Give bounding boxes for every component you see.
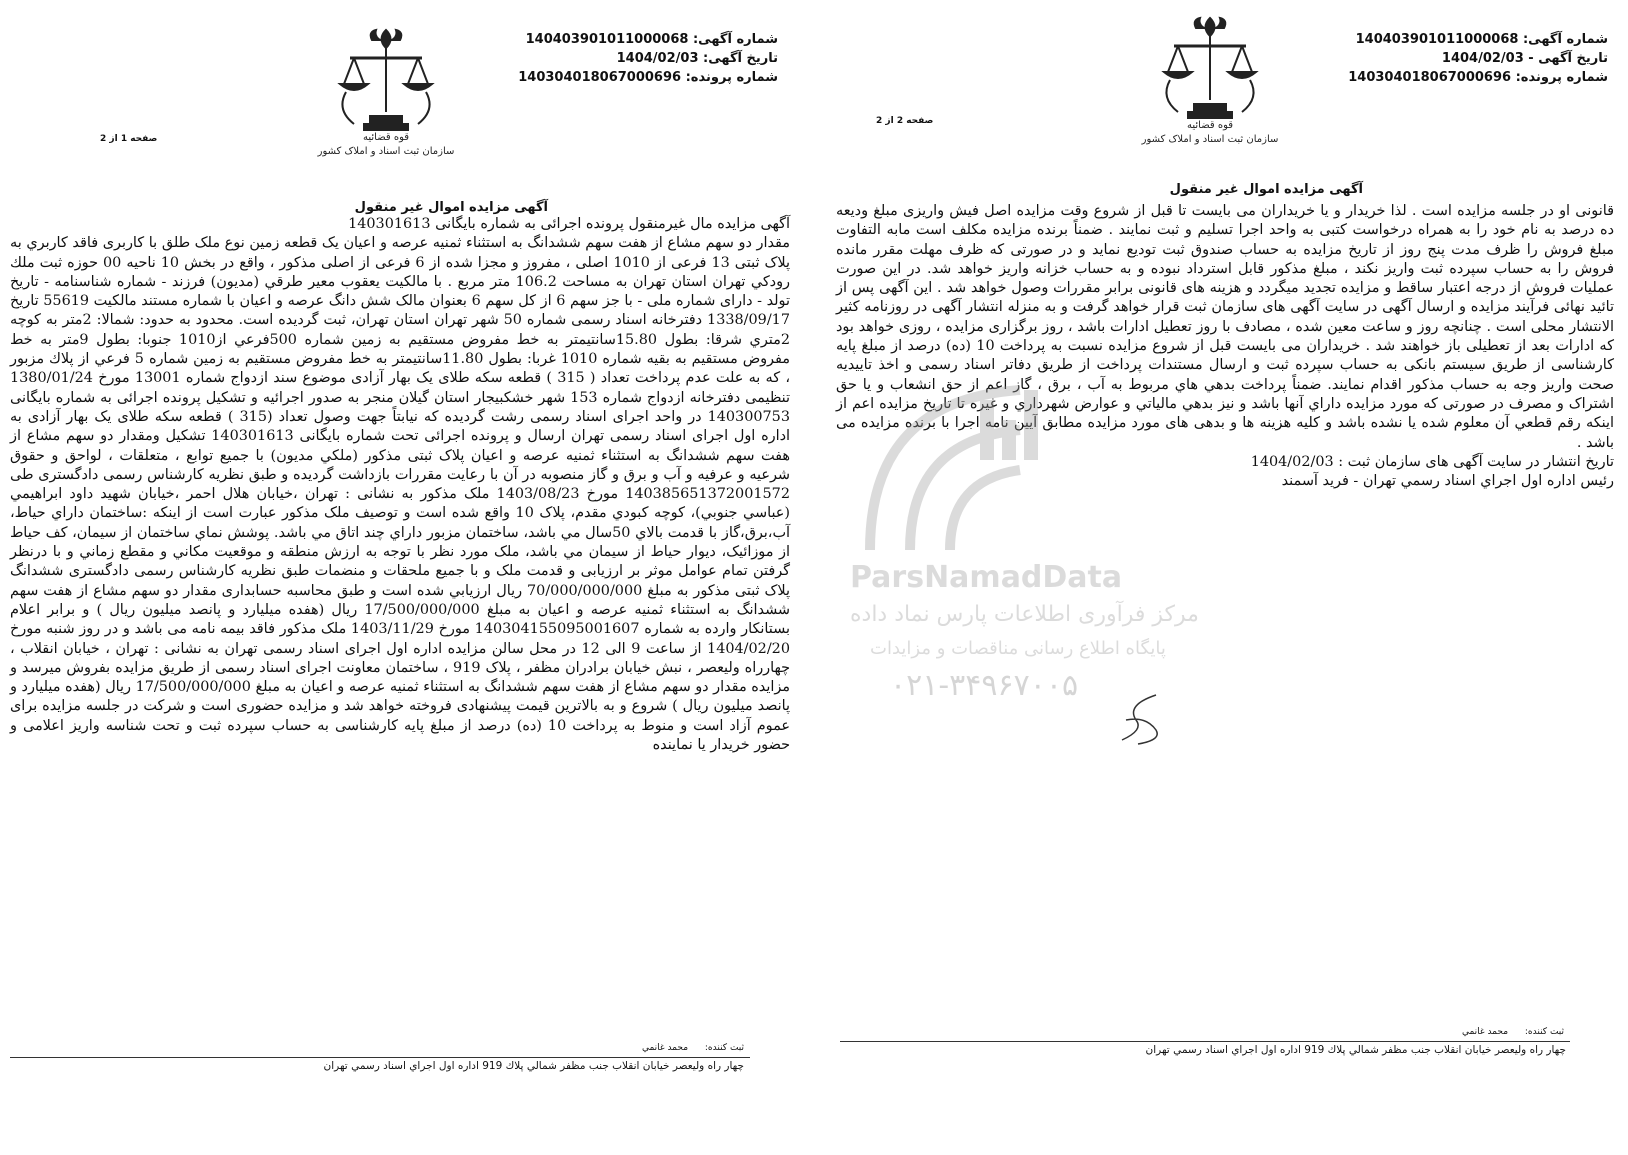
page-two bbox=[832, 0, 1618, 1155]
page-one bbox=[8, 0, 798, 1155]
ad-date-label: تاریخ آگهی - bbox=[1528, 51, 1608, 66]
body-heading: آگهی مزایده مال غیرمنقول پرونده اجرائی به شماره بایگانی 140301613 bbox=[348, 216, 790, 232]
scales-of-justice-icon bbox=[1140, 8, 1280, 148]
registrar-name: محمد غانمي bbox=[1461, 1027, 1509, 1037]
publish-date-line bbox=[836, 453, 1614, 472]
registrar-line bbox=[1462, 1027, 1564, 1037]
publish-date: 1404/02/03 bbox=[1250, 453, 1334, 470]
body-paragraph: قانونی او در جلسه مزایده است . لذا خریدار و یا خریداران می بایست تا قبل از شروع وقت مزایده اصل فیش واریزی مبلغ ودیعه ده درصد به نام خود را به همراه درخواست کتبی به واحد اجرا تسلیم و ثبت نمایند . ضمناً برنده مزایده مکلف است مابه التفاوت مبلغ فروش را ظرف مدت پنج روز از تاریخ مزایده به حساب صندوق ثبت تودیع نماید و در صورتی که ظرف مهلت مقرر مانده فروش را به حساب سپرده ثبت واریز نکند ، مبلغ مذکور قابل استرداد نبوده و به حساب خزانه واریز خواهد شد. در این صورت عملیات فروش از درجه اعتبار ساقط و مزایده تجدید میگردد و هزینه های قانونی برابر مقررات وصول خواهد شد . این آگهی پس از تائید نهائی فرآیند مزایده و ارسال آگهی در سایت آگهی های سازمان ثبت قرار خواهد گرفت و به منزله انتشار آگهی در روزنامه کثیر الانتشار محلی است . چنانچه روز و ساعت معین شده ، مصادف با روز تعطیل ادارات باشد ، روز برگزاری مزایده ، روزی خواهد بود که ادارات بعد از تعطیلی باز خواهند شد . خریداران می بایست قبل از شروع مزایده نسبت به پرداخت 10 (ده) درصد از مبلغ پایه کارشناسی از طریق سیستم بانکی به حساب سپرده ثبت و ارسال مستندات پرداخت از طریق دفاتر اسناد رسمی و اخذ تاییدیه صحت واریز وجه به حساب مذکور اقدام نمایند. ضمناً پرداخت بدهي هاي مربوط به آب ، برق ، گاز اعم از حق انشعاب و یا حق اشتراک و مصرف در صورتی که مورد مزایده داراي آنها باشد و نیز بدهي مالیاتي و عوارض شهرداري و غیره تا تاریخ مزایده اعم از اینکه رقم قطعي آن معلوم شده یا نشده باشد و کلیه هزینه ها و بدهی های مورد مزایده مطابق آیین نامه اجرا با برنده مزایده می باشد . bbox=[836, 203, 1614, 451]
registrar-label: ثبت کننده: bbox=[1524, 1027, 1564, 1037]
page-title: آگهی مزایده اموال غیر منقول bbox=[354, 200, 548, 215]
handwritten-signature bbox=[1106, 690, 1176, 750]
emblem-caption-bottom: سازمان ثبت اسناد و املاک کشور bbox=[317, 146, 455, 157]
ad-number-label: شماره آگهی: bbox=[1522, 32, 1608, 47]
file-number: 140304018067000696 bbox=[518, 70, 682, 85]
page-number: صفحه 2 از 2 bbox=[876, 116, 934, 126]
signatory-line: رئيس اداره اول اجراي اسناد رسمي تهران - فريد آسمند bbox=[1281, 473, 1614, 490]
ad-number: 140403901011000068 bbox=[1355, 32, 1519, 47]
body-paragraph: مقدار دو سهم مشاع از هفت سهم ششدانگ به استثناء ثمنیه عرصه و اعیان یک قطعه زمین نوع ملک طلق با کاربری فاقد کاربري به پلاک ثبتی 13 فرعی از 1010 اصلی ، مفروز و مجزا شده از 6 فرعی از اصلی مذکور ، واقع در بخش 10 ناحیه 00 حوزه ثبت ملك رودكي تهران استان تهران به مساحت 106.2 متر مربع . با مالکیت یعقوب معیر طرقي (مدیون) فرزند - شماره شناسنامه - تاریخ تولد - دارای شماره ملی - با جز سهم 6 از کل سهم 6 بعنوان مالک شش دانگ عرصه و اعیان با شماره مستند مالکیت 55619 تاریخ 1338/09/17 دفترخانه اسناد رسمی شماره 50 شهر تهران استان تهران، ثبت گردیده است. محدود به حدود: شمالا: 2متر به کوچه 2متري شرقا: بطول 15.80سانتيمتر به خط مفروض مستقیم به زمين شماره 500فرعي از1010 جنوبا: بطول 9متر به خط مفروض مستقیم به بقیه شماره 1010 غربا: بطول 11.80سانتيمتر به خط مفروض مستقیم به زمين شماره 5 فرعي از پلاك مزبور ، که به علت عدم پرداخت تعداد ( 315 ) قطعه سکه طلای یک بهار آزادی موضوع سند ازدواج شماره 13001 مورخ 1380/01/24 تنظیمی دفترخانه ازدواج شماره 153 شهر خشکبیجار استان گیلان منجر به صدور اجرائیه و تشکیل پرونده اجرائی به شماره بایگانی 140300753 در واحد اجرای اسناد رسمی رشت گردیده که نیابتاً جهت وصول تعداد (315 ) قطعه سکه طلای یک بهار آزادی به اداره اول اجرای اسناد رسمی تهران ارسال و پرونده اجرائی تحت شماره بایگانی 140301613 تشکیل ومقدار دو سهم مشاع از هفت سهم ششدانگ به استثناء ثمنیه عرصه و اعیان پلاک ثبتی مذکور (ملکي مدیون) با جمیع توابع ، متعلقات ، لواحق و حقوق شرعیه و عرفیه و آب و برق و گاز منصوبه در آن با رعایت مقررات بازداشت گردیده و طبق نظریه کارشناس رسمی دادگستری طی 140385651372001572 مورخ 1403/08/23 ملک مذکور به نشانی : تهران ،خیابان هلال احمر ،خیابان شهید داود ابراهیمي (عباسي جنوبي)، کوچه کبودي مقدم، پلاک 10 واقع شده است و توصیف ملک مذکور عبارت است از اینکه :ساختمان داراي حیاط، آب،برق،گاز با قدمت بالاي 50سال مي باشد، ساختمان مزبور داراي چند اتاق مي باشد. پوشش نماي ساختمان از سیمان، کف حیاط از موزائیک، دیوار حیاط از سیمان مي باشد، ملک مورد نظر با توجه به ارزش منطقه و موقعیت مکاني و مقطع زماني و با درنظر گرفتن تمام عوامل موثر بر ارزیابی و قدمت ملک و با جمیع ملحقات و منضمات طبق نظریه کارشناس رسمی دادگستری ششدانگ پلاک ثبتی مذکور به مبلغ 70/000/000/000 ريال ارزيابي شده است و طبق محاسبه حسابداری مقدار دو سهم مشاع از هفت سهم ششدانگ به استثناء ثمنیه عرصه و اعیان به مبلغ 17/500/000/000 ريال (هفده میلیارد و پانصد میلیون ریال ) و برابر اعلام بستانکار وارده به شماره 140304155095001607 مورخ 1403/11/29 ملک مذکور فاقد بیمه نامه می باشد و در روز شنبه مورخ 1404/02/20 از ساعت 9 الی 12 در محل سالن مزایده اداره اول اجرای اسناد رسمی تهران به نشانی : تهران ، خیابان انقلاب ، چهارراه ولیعصر ، نبش خیابان برادران مظفر ، پلاک 919 ، ساختمان معاونت اجرای اسناد رسمی از طریق مزایده بفروش میرسد و مزایده مقدار دو سهم مشاع از هفت سهم ششدانگ به استثناء ثمنیه عرصه و اعیان به مبلغ 17/500/000/000 ريال (هفده میلیارد و پانصد میلیون ریال ) شروع و به بالاترین قیمت پیشنهادی فروخته خواهد شد و مزایده حضوری است و شرکت در جلسه مزایده برای عموم آزاد است و منوط به پرداخت 10 (ده) درصد از مبلغ پایه کارشناسی به حساب سپرده ثبت و تحت شناسه واریز اعلامی و حضور خریدار یا نماینده bbox=[10, 235, 791, 754]
office-address: چهار راه ولیعصر خیابان انقلاب جنب مظفر شمالي پلاك 919 اداره اول اجراي اسناد رسمي تهران bbox=[1145, 1044, 1566, 1056]
page-number: صفحه 1 از 2 bbox=[100, 134, 158, 144]
ad-date-row bbox=[518, 49, 778, 68]
emblem-caption-bottom: سازمان ثبت اسناد و املاک کشور bbox=[1141, 134, 1279, 145]
ad-number-label: شماره آگهی: bbox=[692, 32, 778, 47]
watermark-line-1: مرکز فرآوری اطلاعات پارس نماد داده bbox=[850, 602, 1199, 627]
file-number-row bbox=[1348, 68, 1608, 87]
announcement-body bbox=[10, 215, 790, 755]
ad-number-row bbox=[1348, 30, 1608, 49]
ad-date: 1404/02/03 bbox=[1441, 51, 1524, 66]
file-number: 140304018067000696 bbox=[1348, 70, 1512, 85]
ad-number-row bbox=[518, 30, 778, 49]
footer-divider bbox=[10, 1057, 750, 1058]
ad-metadata bbox=[518, 30, 778, 87]
publish-date-label: تاریخ انتشار در سایت آگهی های سازمان ثبت : bbox=[1338, 453, 1614, 470]
page-title: آگهی مزایده اموال غیر منقول bbox=[1169, 182, 1363, 197]
emblem-caption-top: قوه قضائیه bbox=[1186, 120, 1234, 131]
emblem-caption-top: قوه قضائیه bbox=[362, 132, 410, 143]
file-number-row bbox=[518, 68, 778, 87]
footer-divider bbox=[840, 1041, 1570, 1042]
watermark-line-2: پایگاه اطلاع رسانی مناقصات و مزایدات bbox=[870, 638, 1166, 659]
judiciary-emblem-logo bbox=[316, 20, 456, 160]
announcement-body bbox=[836, 202, 1614, 491]
ad-date: 1404/02/03 bbox=[616, 51, 699, 66]
registrar-name: محمد غانمي bbox=[641, 1043, 689, 1053]
watermark-brand: ParsNamadData bbox=[850, 560, 1123, 595]
file-number-label: شماره پرونده: bbox=[685, 70, 778, 85]
file-number-label: شماره پرونده: bbox=[1515, 70, 1608, 85]
office-address: چهار راه ولیعصر خیابان انقلاب جنب مظفر شمالي پلاك 919 اداره اول اجراي اسناد رسمي تهران bbox=[323, 1060, 744, 1072]
scales-of-justice-icon bbox=[316, 20, 456, 160]
ad-date-row bbox=[1348, 49, 1608, 68]
ad-metadata bbox=[1348, 30, 1608, 87]
registrar-line bbox=[642, 1043, 744, 1053]
judiciary-emblem-logo bbox=[1140, 8, 1280, 148]
watermark-phone: ۰۲۱-۳۴۹۶۷۰۰۵ bbox=[890, 668, 1079, 703]
registrar-label: ثبت کننده: bbox=[704, 1043, 744, 1053]
ad-number: 140403901011000068 bbox=[525, 32, 689, 47]
ad-date-label: تاریخ آگهی: bbox=[703, 51, 778, 66]
